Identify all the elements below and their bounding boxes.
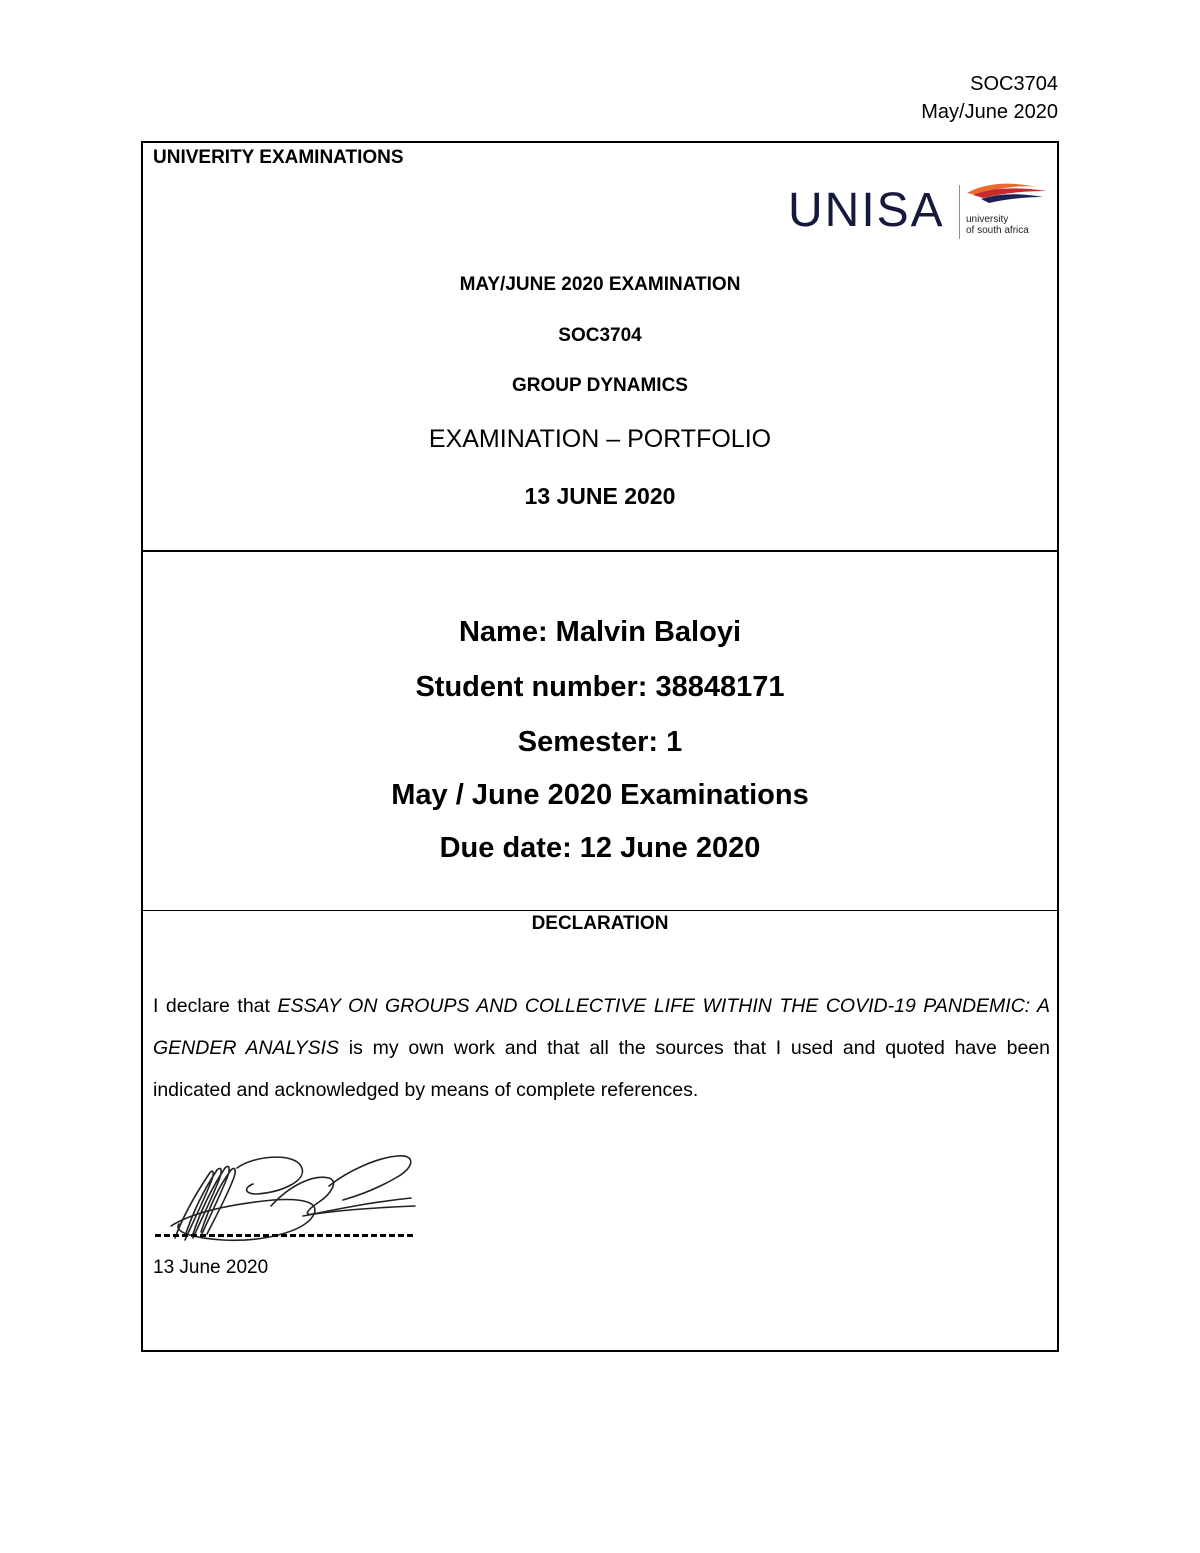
student-number: Student number: 38848171 [415, 671, 785, 703]
exam-date: 13 JUNE 2020 [524, 483, 676, 509]
examination-period: May / June 2020 Examinations [391, 779, 809, 811]
semester: Semester: 1 [517, 726, 683, 758]
declaration-section [143, 911, 1057, 1350]
handwritten-signature-icon [153, 1146, 423, 1246]
module-code: SOC3704 [558, 325, 642, 346]
student-name: Name: Malvin Baloyi [458, 616, 742, 648]
due-date: Due date: 12 June 2020 [439, 832, 761, 864]
cover-frame [141, 141, 1059, 1352]
logo-divider [959, 185, 960, 239]
declaration-text-after: is my own work and that all the sources that I used and quoted have been indicated and acknowledged by means of complete references. [153, 1037, 1050, 1101]
logo-swoosh-icon [963, 181, 1049, 209]
header-session: May/June 2020 [921, 101, 1058, 123]
logo-subline [966, 214, 1029, 236]
signature-date: 13 June 2020 [153, 1257, 269, 1278]
logo-subline-2: of south africa [966, 225, 1029, 236]
unisa-logo [788, 181, 1050, 241]
module-name: GROUP DYNAMICS [512, 375, 688, 396]
essay-title: ESSAY ON GROUPS AND COLLECTIVE LIFE WITHIN THE COVID-19 PANDEMIC: A GENDER ANALYSIS [153, 995, 1050, 1059]
student-info-section [143, 552, 1057, 911]
declaration-text-before: I declare that [153, 995, 278, 1017]
declaration-title: DECLARATION [531, 913, 669, 934]
exam-type: EXAMINATION – PORTFOLIO [428, 425, 772, 453]
logo-wordmark: UNISA [788, 184, 945, 237]
logo-subline-1: university [966, 214, 1009, 225]
exam-info-section [143, 143, 1057, 552]
declaration-text [153, 985, 1050, 1111]
signature-line [155, 1234, 413, 1237]
exam-title: MAY/JUNE 2020 EXAMINATION [459, 274, 741, 295]
page-header [921, 70, 1058, 126]
university-exams-title: UNIVERITY EXAMINATIONS [153, 147, 404, 168]
header-course-code: SOC3704 [970, 73, 1058, 95]
